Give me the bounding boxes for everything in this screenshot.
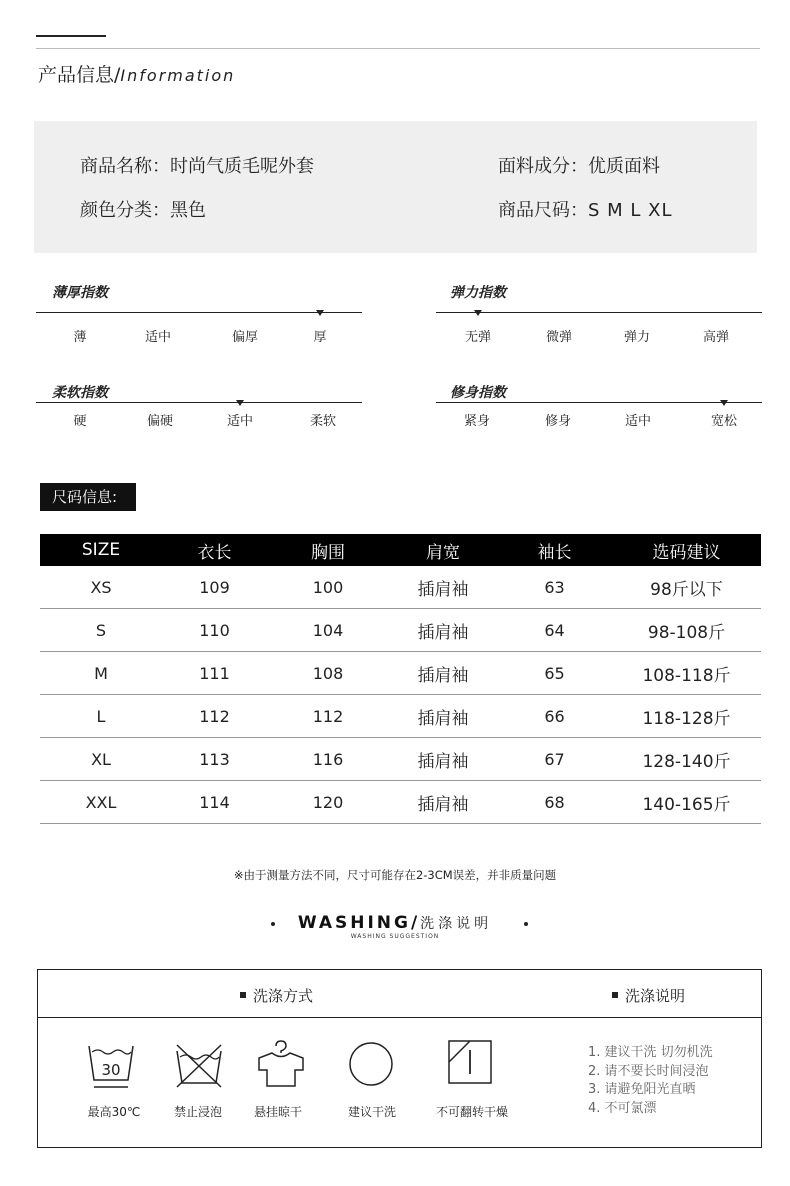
softness-index-scale-line (36, 402, 362, 403)
table-row (40, 566, 761, 609)
size-table-body (40, 566, 761, 824)
elasticity-index-option: 弹力 (623, 330, 651, 345)
fit-index-scale-line (436, 402, 762, 403)
fit-index-option: 宽松 (710, 414, 738, 429)
header-divider (36, 48, 760, 49)
size-info-badge: 尺码信息: (40, 483, 136, 511)
hang-dry-icon (256, 1040, 306, 1088)
product-color-row (80, 196, 206, 222)
product-color-label: 颜色分类： (80, 200, 170, 221)
table-cell: L (96, 706, 106, 726)
dry-clean-icon (348, 1041, 394, 1087)
header-chest: 胸围 (311, 542, 345, 563)
size-table (40, 534, 761, 824)
softness-index-marker-icon (236, 400, 244, 406)
table-cell: 插肩袖 (417, 622, 469, 643)
table-cell: 111 (199, 663, 230, 683)
table-cell: 108-118斤 (642, 665, 731, 686)
washing-title-cn: 洗涤说明 (420, 916, 493, 932)
table-cell: XS (90, 577, 112, 597)
table-cell: 63 (544, 577, 565, 597)
title-dot-right (524, 922, 528, 926)
table-cell: 插肩袖 (417, 794, 469, 815)
table-cell: 98斤以下 (650, 579, 723, 600)
table-cell: 108 (312, 663, 344, 683)
table-cell: 128-140斤 (642, 751, 731, 772)
product-material-label: 面料成分： (498, 156, 588, 177)
thickness-index-option: 厚 (313, 330, 327, 345)
table-row (40, 738, 761, 781)
product-name-value: 时尚气质毛呢外套 (170, 156, 314, 177)
elasticity-index-title: 弹力指数 (450, 285, 506, 301)
table-row (40, 609, 761, 652)
care-label-no-soak: 禁止浸泡 (173, 1105, 223, 1119)
table-cell: 112 (312, 706, 344, 726)
table-cell: 109 (199, 577, 230, 597)
table-cell: XXL (85, 792, 117, 812)
thickness-index-marker-icon (316, 310, 324, 316)
softness-index-title: 柔软指数 (52, 385, 108, 401)
table-cell: 120 (312, 792, 344, 812)
table-cell: 插肩袖 (417, 579, 469, 600)
measurement-note: ※由于测量方法不同，尺寸可能存在2-3CM误差，并非质量问题 (233, 868, 557, 882)
thickness-index-option: 适中 (144, 330, 172, 345)
table-cell: 140-165斤 (642, 794, 731, 815)
table-cell: M (94, 663, 108, 683)
bullet-square-icon (240, 992, 246, 998)
fit-index-marker-icon (720, 400, 728, 406)
elasticity-index-option: 高弹 (702, 330, 730, 345)
header-shoulder: 肩宽 (426, 542, 460, 563)
table-cell: 65 (544, 663, 565, 683)
table-cell: 68 (544, 792, 565, 812)
table-cell: 116 (312, 749, 344, 769)
care-label-dry-clean: 建议干洗 (347, 1105, 397, 1119)
wash-30-icon (86, 1042, 136, 1090)
table-cell: 插肩袖 (417, 708, 469, 729)
header-size: SIZE (81, 540, 121, 560)
care-label-wash-30: 最高30℃ (87, 1105, 141, 1119)
washing-method-label: 洗涤方式 (253, 987, 314, 1005)
washing-instruction-item: 2. 请不要长时间浸泡 (588, 1064, 709, 1079)
elasticity-index-option: 微弹 (545, 330, 573, 345)
washing-subtitle: WASHING SUGGESTION (350, 933, 440, 940)
washing-instruction-item: 4. 不可氯漂 (588, 1101, 657, 1116)
table-cell: 104 (312, 620, 344, 640)
washing-method-header (240, 985, 313, 1006)
washing-title-en: WASHING/ (297, 913, 421, 933)
product-size-value: S M L XL (588, 200, 673, 221)
table-cell: 118-128斤 (642, 708, 731, 729)
product-size-label: 商品尺码： (498, 200, 588, 221)
care-label-hang-dry: 悬挂晾干 (253, 1105, 303, 1119)
thickness-index-title: 薄厚指数 (52, 285, 108, 301)
table-row (40, 781, 761, 824)
table-cell: S (95, 620, 107, 640)
no-tumble-dry-icon (448, 1040, 492, 1084)
softness-index-option: 偏硬 (146, 414, 174, 429)
elasticity-index-option: 无弹 (464, 330, 492, 345)
table-cell: 110 (199, 620, 230, 640)
heading-en: Information (120, 66, 236, 85)
washing-instruction-label: 洗涤说明 (625, 987, 686, 1005)
section-heading-product-info (38, 60, 235, 87)
table-row (40, 652, 761, 695)
washing-box-divider (37, 1017, 762, 1018)
table-cell: 114 (199, 792, 230, 812)
table-row (40, 695, 761, 738)
elasticity-index-scale-line (436, 312, 762, 313)
table-cell: 100 (312, 577, 344, 597)
product-color-value: 黑色 (170, 200, 206, 221)
size-table-header (40, 534, 761, 566)
header-recommendation: 选码建议 (652, 542, 721, 563)
bullet-square-icon (612, 992, 618, 998)
washing-instruction-header (612, 985, 685, 1006)
softness-index-option: 柔软 (309, 414, 337, 429)
product-name-label: 商品名称： (80, 156, 170, 177)
header-sleeve: 袖长 (537, 542, 572, 563)
table-cell: 98-108斤 (647, 622, 726, 643)
product-size-row (498, 196, 673, 222)
thickness-index-option: 薄 (73, 330, 87, 345)
product-info-box (34, 121, 757, 253)
heading-cn: 产品信息/ (38, 64, 121, 86)
table-cell: 67 (544, 749, 565, 769)
fit-index-option: 修身 (544, 414, 572, 429)
elasticity-index-marker-icon (474, 310, 482, 316)
product-material-value: 优质面料 (588, 156, 660, 177)
washing-title (0, 913, 790, 933)
thickness-index-option: 偏厚 (231, 330, 259, 345)
header-length: 衣长 (197, 542, 232, 563)
product-material-row (498, 152, 660, 178)
softness-index-option: 适中 (226, 414, 254, 429)
care-label-no-tumble-dry: 不可翻转干燥 (435, 1105, 509, 1119)
table-cell: XL (91, 749, 111, 769)
washing-instruction-item: 3. 请避免阳光直晒 (588, 1082, 696, 1097)
softness-index-option: 硬 (73, 414, 87, 429)
table-cell: 112 (199, 706, 230, 726)
wash-temp-text: 30 (101, 1061, 121, 1079)
product-name-row (80, 152, 314, 178)
thickness-index-scale-line (36, 312, 362, 313)
table-cell: 插肩袖 (417, 665, 469, 686)
no-soak-icon (174, 1043, 224, 1089)
fit-index-option: 紧身 (463, 414, 491, 429)
table-cell: 113 (199, 749, 230, 769)
table-cell: 插肩袖 (417, 751, 469, 772)
header-accent-bar (36, 35, 106, 37)
table-cell: 64 (544, 620, 565, 640)
washing-instruction-item: 1. 建议干洗 切勿机洗 (588, 1045, 713, 1060)
table-cell: 66 (544, 706, 565, 726)
fit-index-title: 修身指数 (450, 385, 506, 401)
fit-index-option: 适中 (624, 414, 652, 429)
